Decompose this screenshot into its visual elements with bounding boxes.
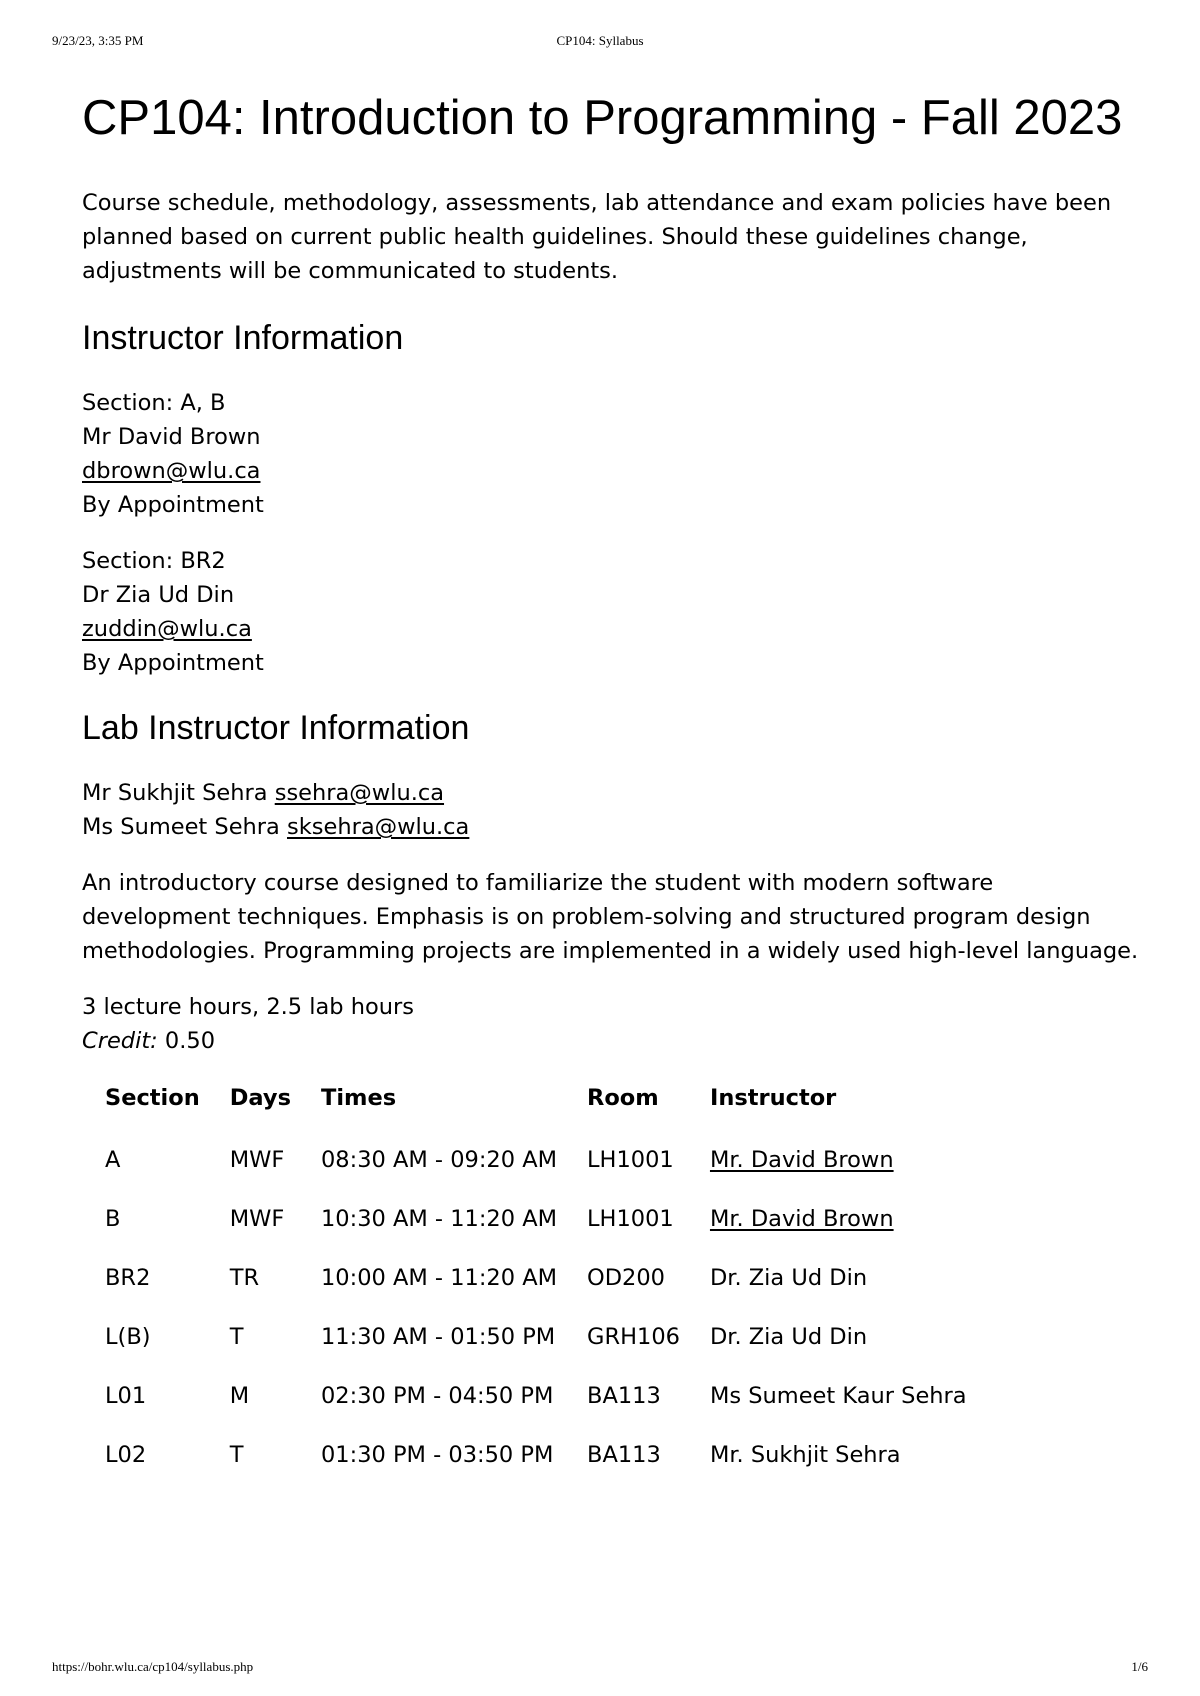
table-row (91, 1307, 983, 1366)
cell-times: 08:30 AM - 09:20 AM (320, 1146, 558, 1173)
column-header-room: Room (587, 1085, 659, 1111)
cell-room: LH1001 (587, 1205, 674, 1232)
instructor-section: Section: BR2 (82, 548, 226, 574)
instructor-name: Dr Zia Ud Din (82, 582, 235, 608)
print-header (52, 33, 1148, 51)
schedule-table (91, 1072, 983, 1484)
course-hours: 3 lecture hours, 2.5 lab hours (82, 994, 414, 1020)
column-header-times: Times (320, 1085, 397, 1111)
column-header-days: Days (229, 1085, 291, 1111)
cell-days: MWF (229, 1146, 285, 1173)
print-footer (52, 1659, 1148, 1677)
cell-room: LH1001 (587, 1146, 674, 1173)
print-datetime: 9/23/23, 3:35 PM (52, 33, 144, 48)
cell-section: L(B) (105, 1323, 151, 1350)
lab-instructor-list (82, 776, 1142, 844)
cell-instructor: Mr. Sukhjit Sehra (709, 1441, 901, 1468)
cell-instructor (696, 1189, 983, 1248)
cell-instructor: Ms Sumeet Kaur Sehra (709, 1382, 967, 1409)
cell-days: T (229, 1323, 244, 1350)
cell-room: GRH106 (587, 1323, 680, 1350)
print-page-count: 1/6 (1131, 1659, 1148, 1674)
cell-times: 11:30 AM - 01:50 PM (320, 1323, 556, 1350)
instructor-section: Section: A, B (82, 390, 226, 416)
table-row (91, 1366, 983, 1425)
instructor-card (82, 386, 1142, 522)
table-row (91, 1425, 983, 1484)
lab-instructor-info-heading: Lab Instructor Information (82, 709, 470, 747)
credit-label: Credit: (82, 1028, 158, 1054)
cell-section: L02 (105, 1441, 147, 1468)
table-row (91, 1130, 983, 1189)
cell-section: BR2 (105, 1264, 151, 1291)
course-description: An introductory course designed to familiarize the student with modern software development techniques. Emphasis is on problem-solving and structured program design methodologies. Programming projects are implemented in a widely used high-level language. (82, 870, 1139, 964)
cell-times: 10:30 AM - 11:20 AM (320, 1205, 558, 1232)
instructor-card (82, 544, 1142, 680)
cell-times: 10:00 AM - 11:20 AM (320, 1264, 558, 1291)
column-header-instructor: Instructor (709, 1085, 837, 1111)
course-hours-credit (82, 990, 1142, 1058)
cell-days: MWF (229, 1205, 285, 1232)
cell-instructor: Dr. Zia Ud Din (709, 1323, 868, 1350)
instructor-link[interactable]: Mr. David Brown (709, 1205, 894, 1232)
cell-times: 02:30 PM - 04:50 PM (320, 1382, 554, 1409)
cell-times: 01:30 PM - 03:50 PM (320, 1441, 554, 1468)
column-header-section: Section (105, 1085, 200, 1111)
main-content (82, 78, 1142, 1484)
table-row (91, 1248, 983, 1307)
instructor-email-link[interactable]: dbrown@wlu.ca (82, 458, 261, 484)
instructor-email-link[interactable]: zuddin@wlu.ca (82, 616, 252, 642)
cell-days: TR (229, 1264, 260, 1291)
schedule-header-row (91, 1072, 983, 1130)
cell-room: BA113 (587, 1382, 661, 1409)
print-url: https://bohr.wlu.ca/cp104/syllabus.php (52, 1659, 254, 1674)
cell-instructor (696, 1130, 983, 1189)
cell-days: T (229, 1441, 244, 1468)
cell-room: OD200 (587, 1264, 665, 1291)
instructor-office-hours: By Appointment (82, 650, 264, 676)
cell-section: A (105, 1146, 121, 1173)
cell-days: M (229, 1382, 250, 1409)
lab-instructor-email-link[interactable]: sksehra@wlu.ca (287, 814, 470, 840)
lab-instructor-email-link[interactable]: ssehra@wlu.ca (274, 780, 445, 806)
credit-value: 0.50 (164, 1028, 216, 1054)
table-row (91, 1189, 983, 1248)
instructor-name: Mr David Brown (82, 424, 261, 450)
intro-paragraph: Course schedule, methodology, assessments, lab attendance and exam policies have been planned based on current public health guidelines. Should these guidelines change, adjustments will be communicated to students. (82, 190, 1112, 284)
print-page-title: CP104: Syllabus (556, 33, 644, 48)
cell-section: B (105, 1205, 121, 1232)
instructor-link[interactable]: Mr. David Brown (709, 1146, 894, 1173)
cell-instructor: Dr. Zia Ud Din (709, 1264, 868, 1291)
instructor-office-hours: By Appointment (82, 492, 264, 518)
page-title: CP104: Introduction to Programming - Fall 2023 (82, 91, 1123, 145)
instructor-info-heading: Instructor Information (82, 319, 404, 357)
lab-instructor-name: Mr Sukhjit Sehra (82, 780, 268, 806)
cell-room: BA113 (587, 1441, 661, 1468)
lab-instructor-name: Ms Sumeet Sehra (82, 814, 280, 840)
cell-section: L01 (105, 1382, 147, 1409)
